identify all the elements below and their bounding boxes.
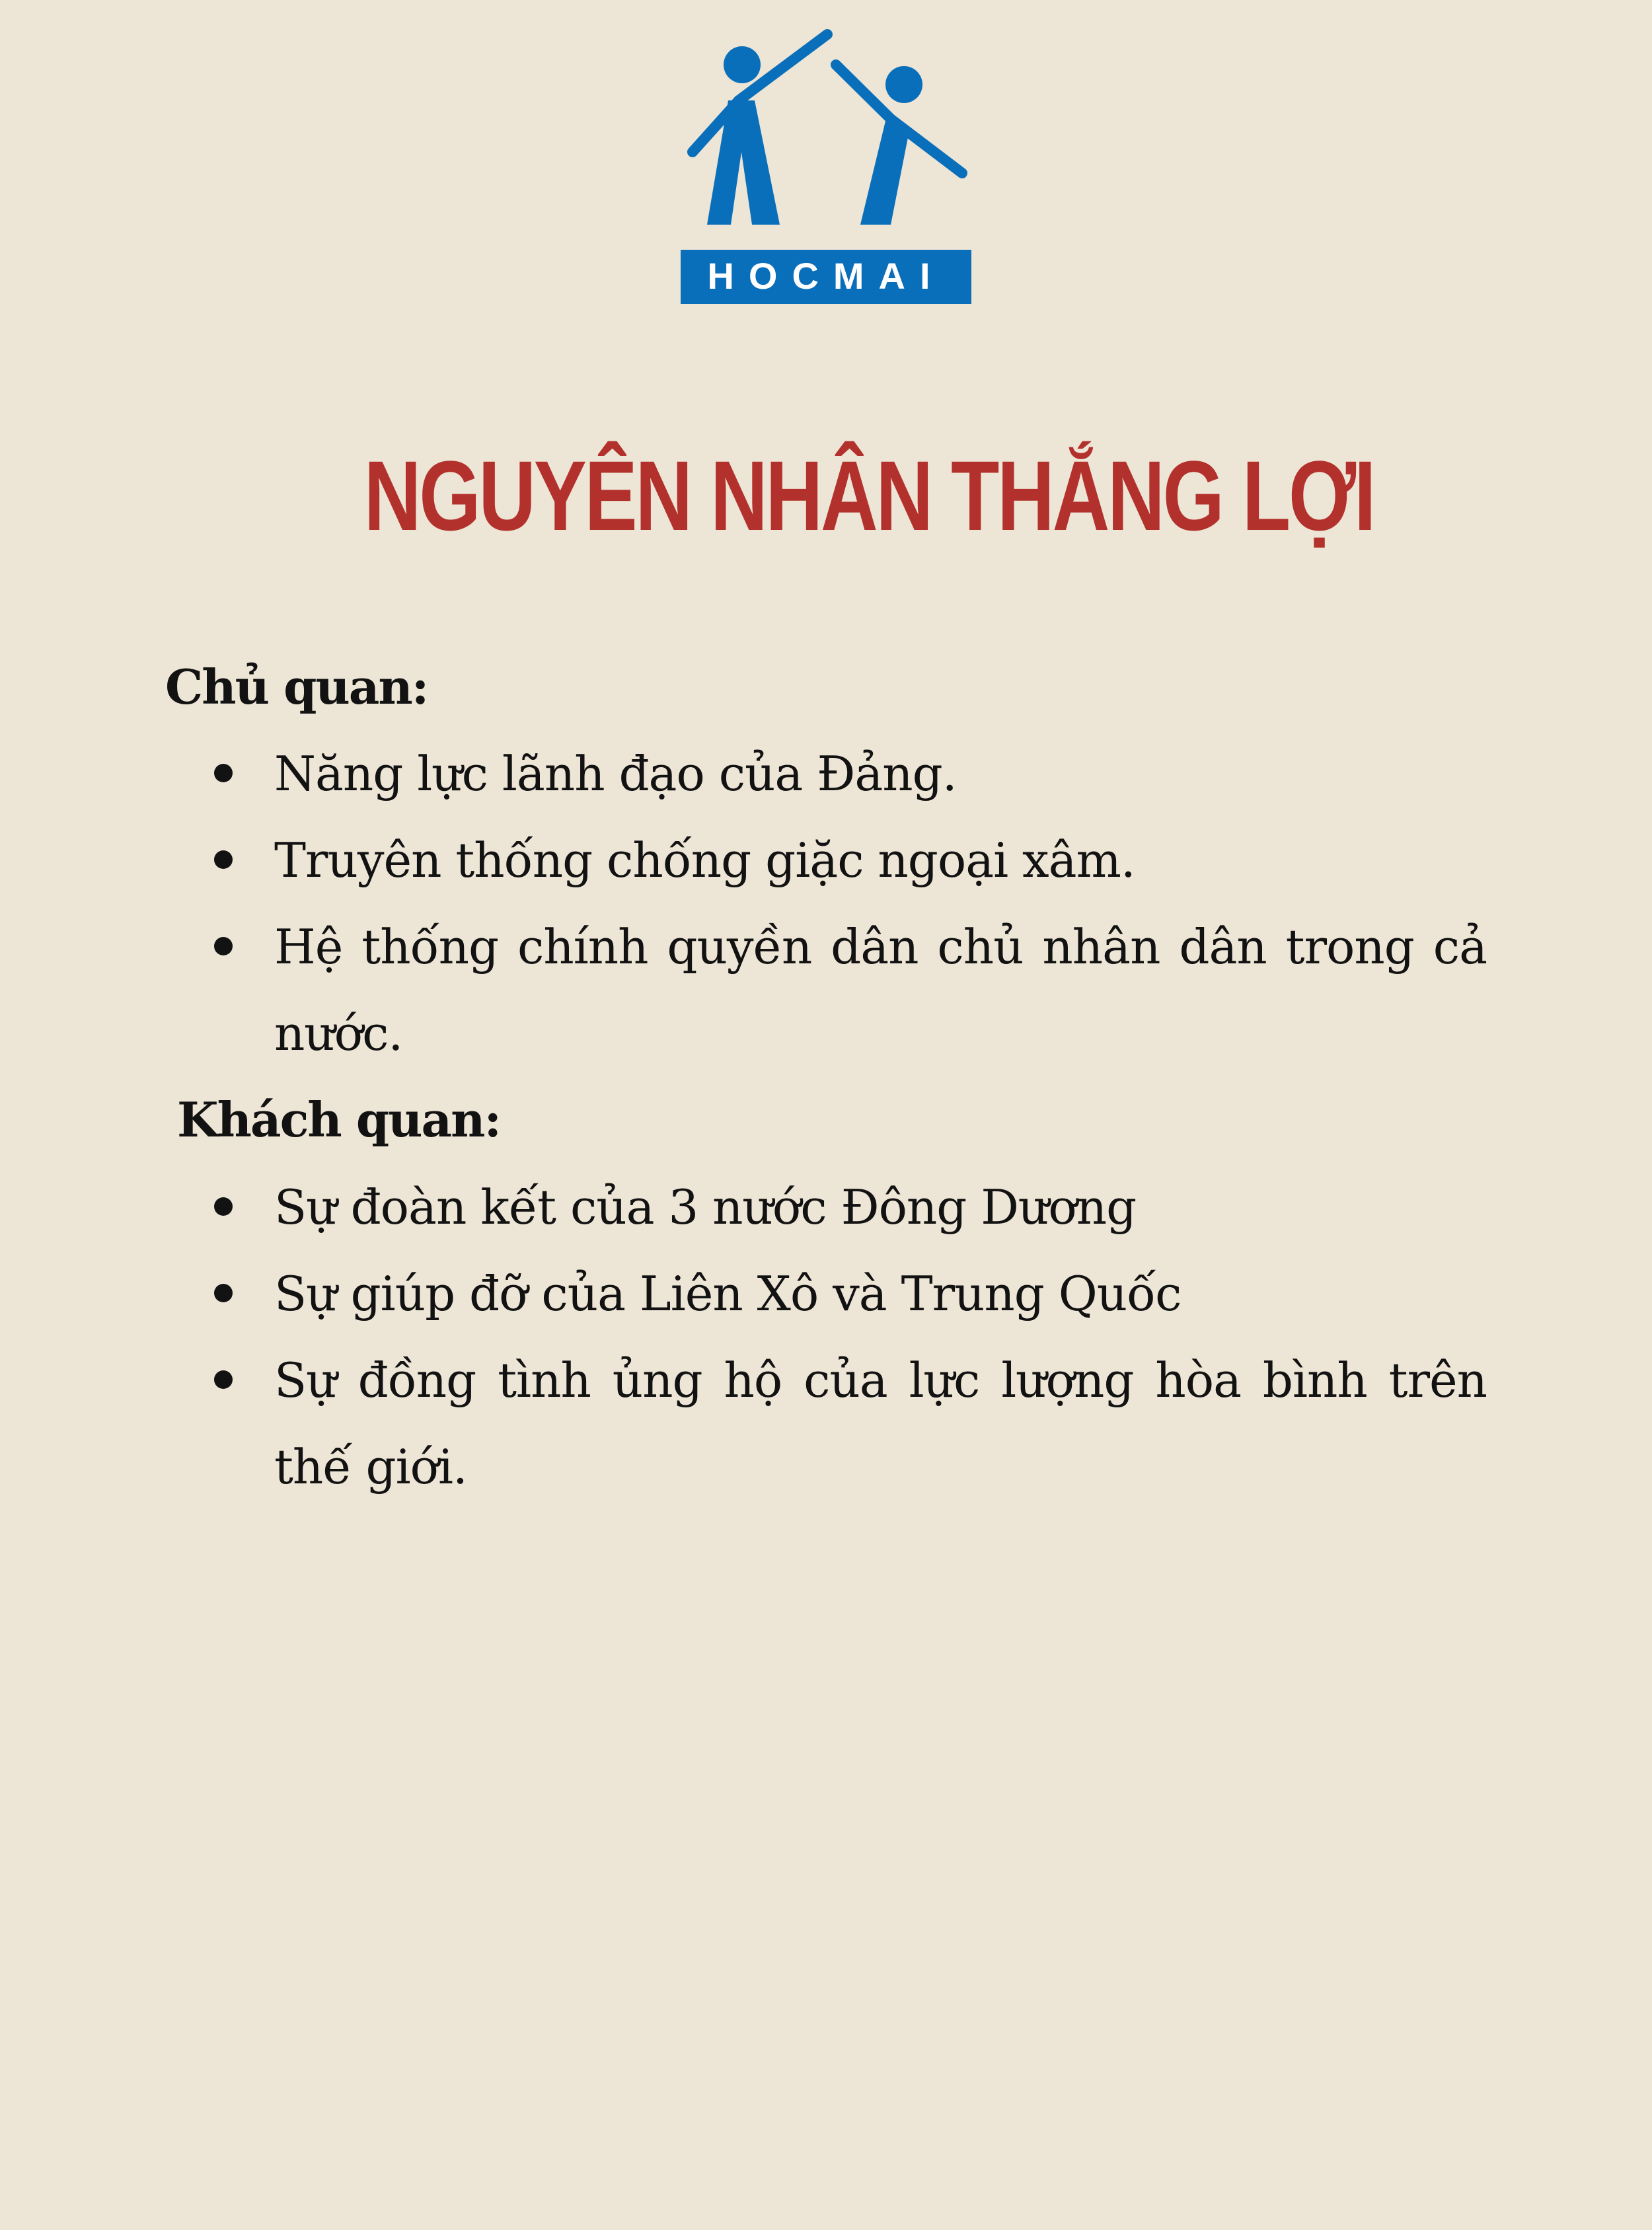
list-item-text: Năng lực lãnh đạo của Đảng.: [274, 746, 957, 801]
page-title: NGUYÊN NHÂN THẮNG LỢI: [363, 440, 1374, 551]
list-item-text: Sự đoàn kết của 3 nước Đông Dương: [274, 1179, 1137, 1235]
section-heading-objective: Khách quan:: [177, 1092, 501, 1148]
bullet-icon: [214, 937, 233, 955]
list-item: [205, 1337, 1487, 1510]
bullet-icon: [214, 764, 233, 782]
list-item: [205, 904, 1487, 1077]
bullet-icon: [214, 1370, 233, 1389]
hocmai-logo-icon: [681, 26, 971, 304]
list-item: [205, 1251, 1487, 1337]
bullet-icon: [214, 850, 233, 869]
section-heading-subjective: Chủ quan:: [165, 659, 428, 715]
list-item: [205, 1164, 1487, 1251]
objective-list: [205, 1164, 1487, 1510]
logo-text: HOCMAI: [707, 255, 945, 297]
subjective-list: [205, 731, 1487, 1077]
bullet-icon: [214, 1284, 233, 1302]
list-item-text: Sự đồng tình ủng hộ của lực lượng hòa bình trên thế giới.: [274, 1353, 1487, 1495]
list-item-text: Hệ thống chính quyền dân chủ nhân dân trong cả nước.: [274, 919, 1487, 1061]
list-item: [205, 731, 1487, 817]
list-item-text: Sự giúp đỡ của Liên Xô và Trung Quốc: [274, 1266, 1182, 1321]
bullet-icon: [214, 1197, 233, 1216]
list-item-text: Truyên thống chống giặc ngoại xâm.: [274, 833, 1135, 888]
list-item: [205, 817, 1487, 904]
